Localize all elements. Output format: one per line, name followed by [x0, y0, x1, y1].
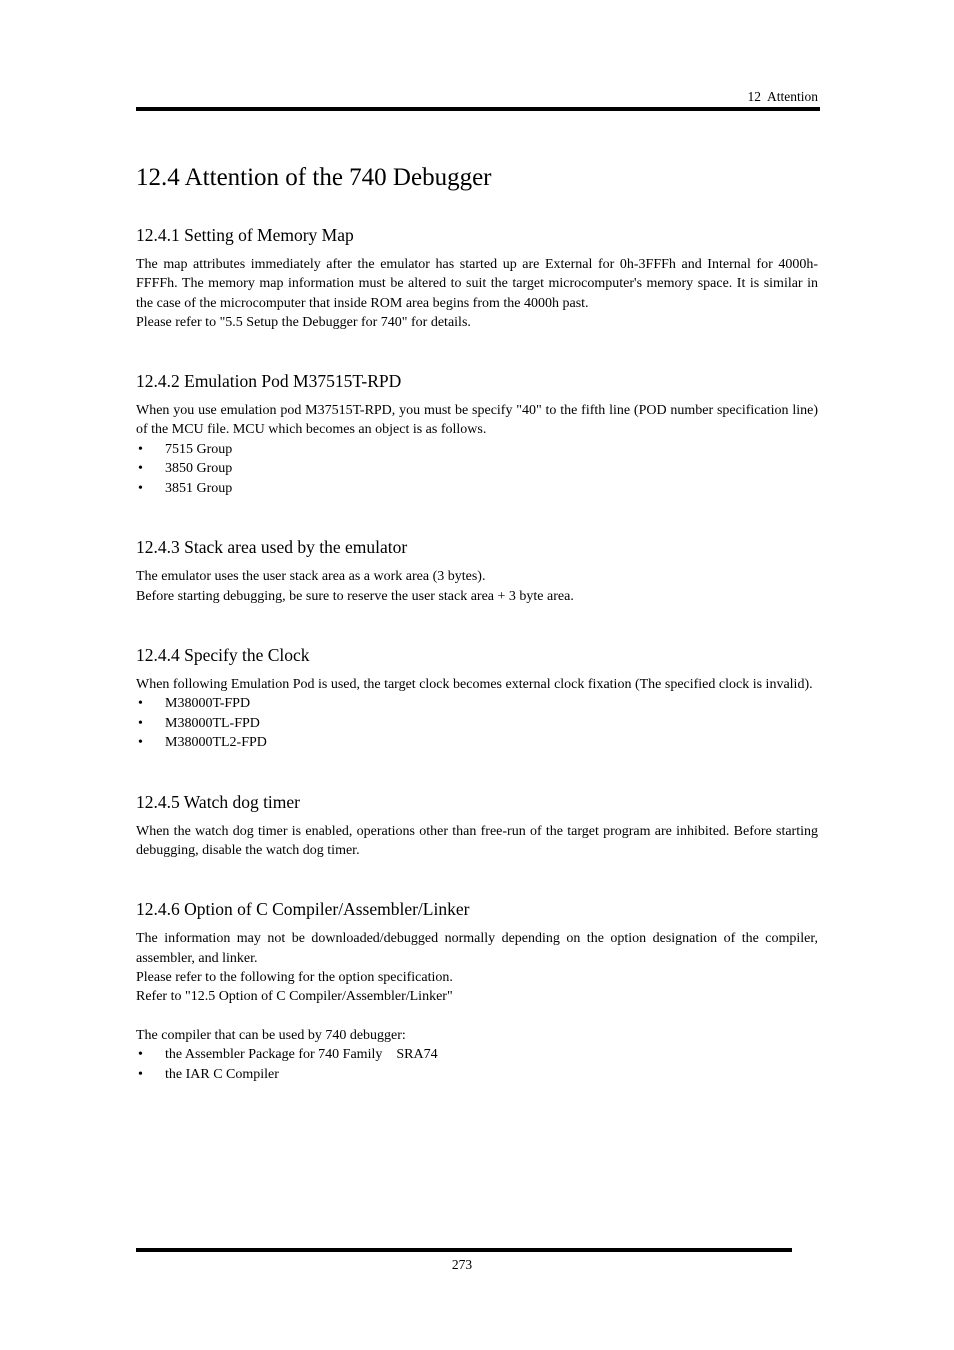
section-specify-clock — [136, 644, 818, 753]
paragraph: Please refer to "5.5 Setup the Debugger for 740" for details. — [136, 314, 471, 330]
bullet-icon: • — [138, 1066, 143, 1082]
section-heading: 12.4.5 Watch dog timer — [136, 791, 301, 812]
section-heading: 12.4.2 Emulation Pod M37515T-RPD — [136, 371, 402, 392]
list-item: • 7515 Group — [136, 440, 818, 460]
bullet-icon: • — [138, 715, 143, 731]
list-item: • 3850 Group — [136, 459, 818, 479]
section-heading: 12.4.3 Stack area used by the emulator — [136, 537, 408, 558]
section-heading: 12.4.1 Setting of Memory Map — [136, 225, 354, 245]
header-rule — [136, 107, 820, 111]
section-compiler-options — [136, 898, 818, 1084]
section-emulation-pod — [136, 370, 818, 498]
page-number: 273 — [451, 1257, 473, 1272]
blank-line — [136, 1006, 818, 1025]
list-item: • the IAR C Compiler — [136, 1065, 818, 1085]
bullet-list — [136, 694, 818, 753]
page-content — [136, 162, 818, 1084]
section-watch-dog — [136, 791, 818, 861]
list-item: • M38000TL-FPD — [136, 714, 818, 734]
bullet-icon: • — [138, 1047, 143, 1063]
bullet-list — [136, 440, 818, 499]
bullet-icon: • — [138, 461, 143, 477]
bullet-icon: • — [138, 480, 143, 496]
paragraph: When the watch dog timer is enabled, operations other than free-run of the target program are inhibited. Before starting debugging, disable the watch dog timer. — [136, 823, 818, 858]
paragraph: When you use emulation pod M37515T-RPD, you must be specify "40" to the fifth line (POD number specification line) of the MCU file. MCU which becomes an object is as follows. — [136, 403, 818, 438]
page-title: 12.4 Attention of the 740 Debugger — [136, 164, 492, 191]
paragraph: The map attributes immediately after the emulator has started up are External for 0h-3FFFh and Internal for 4000h-FFFFh. The memory map information must be altered to suit the target microcomputer's memory space. It is similar in the case of the microcomputer that inside ROM area begins from the 4000h past. — [136, 257, 818, 311]
paragraph: The compiler that can be used by 740 debugger: — [136, 1027, 406, 1043]
bullet-icon: • — [138, 696, 143, 712]
bullet-icon: • — [138, 735, 143, 751]
footer-rule — [136, 1248, 792, 1252]
bullet-icon: • — [138, 441, 143, 457]
section-memory-map — [136, 224, 818, 332]
section-heading: 12.4.6 Option of C Compiler/Assembler/Linker — [136, 899, 470, 920]
section-stack-area — [136, 536, 818, 606]
paragraph: The emulator uses the user stack area as a work area (3 bytes). — [136, 569, 486, 585]
paragraph: The information may not be downloaded/debugged normally depending on the option designation of the compiler, assembler, and linker. — [136, 931, 818, 966]
bullet-list — [136, 1045, 818, 1084]
paragraph: Please refer to the following for the option specification. — [136, 969, 453, 985]
list-item: • M38000TL2-FPD — [136, 733, 818, 753]
list-item: • 3851 Group — [136, 479, 818, 499]
running-header: 12 Attention — [747, 89, 818, 104]
list-item: • the Assembler Package for 740 Family SRA74 — [136, 1045, 818, 1065]
paragraph: When following Emulation Pod is used, the target clock becomes external clock fixation (The specified clock is invalid). — [136, 676, 813, 692]
paragraph: Before starting debugging, be sure to reserve the user stack area + 3 byte area. — [136, 588, 574, 604]
paragraph: Refer to "12.5 Option of C Compiler/Assembler/Linker" — [136, 989, 453, 1005]
list-item: • M38000T-FPD — [136, 694, 818, 714]
section-heading: 12.4.4 Specify the Clock — [136, 644, 310, 665]
